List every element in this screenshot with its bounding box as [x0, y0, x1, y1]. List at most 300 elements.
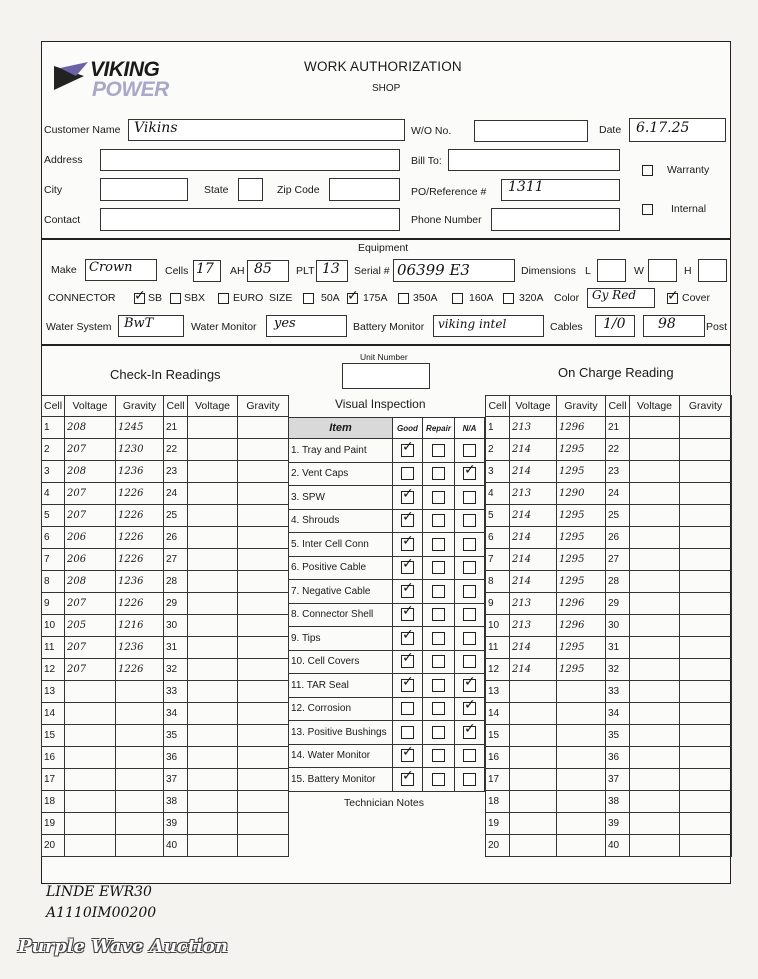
voltage-cell[interactable]: [188, 791, 238, 813]
euro-checkbox[interactable]: [218, 293, 229, 304]
voltage-cell[interactable]: [630, 791, 680, 813]
dimension-h-field[interactable]: [698, 259, 727, 282]
good-checkbox[interactable]: [401, 702, 414, 715]
gravity-cell[interactable]: 1295: [557, 659, 606, 681]
gravity-cell[interactable]: [557, 681, 606, 703]
50a-checkbox[interactable]: [303, 293, 314, 304]
gravity-cell[interactable]: 1296: [557, 417, 606, 439]
gravity-cell[interactable]: [680, 439, 732, 461]
gravity-cell[interactable]: 1295: [557, 571, 606, 593]
cell-number: 29: [164, 593, 188, 615]
voltage-cell[interactable]: [510, 681, 557, 703]
state-field[interactable]: [238, 178, 263, 201]
gravity-cell[interactable]: [238, 461, 289, 483]
na-checkbox[interactable]: [463, 697, 476, 715]
voltage-cell[interactable]: 207: [65, 637, 116, 659]
make-label: Make: [51, 264, 77, 276]
gravity-cell[interactable]: [680, 703, 732, 725]
voltage-cell[interactable]: 207: [65, 483, 116, 505]
check-mark-icon: ✓: [464, 673, 476, 690]
voltage-cell[interactable]: 214: [510, 461, 557, 483]
cell-number: 26: [164, 527, 188, 549]
gravity-cell[interactable]: [557, 769, 606, 791]
logo-text-power: POWER: [92, 78, 169, 101]
voltage-cell[interactable]: [630, 681, 680, 703]
cell-number: 32: [164, 659, 188, 681]
voltage-cell[interactable]: [630, 593, 680, 615]
inspection-row: [289, 509, 485, 533]
gravity-cell[interactable]: [238, 791, 289, 813]
repair-checkbox[interactable]: [432, 608, 445, 621]
gravity-cell[interactable]: [557, 747, 606, 769]
cell-number: 21: [164, 417, 188, 439]
repair-checkbox[interactable]: [432, 585, 445, 598]
check-mark-icon: ✓: [402, 626, 414, 643]
voltage-cell[interactable]: [65, 769, 116, 791]
table-row: [486, 791, 732, 813]
voltage-cell[interactable]: 214: [510, 659, 557, 681]
good-cell: [393, 486, 423, 510]
cover-checkbox[interactable]: [667, 288, 679, 304]
repair-checkbox[interactable]: [432, 749, 445, 762]
na-cell: [455, 556, 485, 580]
gravity-cell[interactable]: [238, 681, 289, 703]
gravity-cell[interactable]: [557, 703, 606, 725]
cell-number: 38: [606, 791, 630, 813]
na-checkbox[interactable]: [463, 462, 476, 480]
350a-checkbox[interactable]: [398, 293, 409, 304]
na-checkbox[interactable]: [463, 632, 476, 645]
dimension-l-field[interactable]: [597, 259, 626, 282]
gravity-cell[interactable]: [116, 835, 164, 857]
na-checkbox[interactable]: [463, 491, 476, 504]
voltage-cell[interactable]: [188, 703, 238, 725]
phone-number-field[interactable]: [491, 208, 620, 231]
repair-checkbox[interactable]: [432, 467, 445, 480]
voltage-cell[interactable]: 208: [65, 571, 116, 593]
gravity-cell[interactable]: [557, 791, 606, 813]
unit-number-field[interactable]: [342, 363, 430, 389]
form-subtitle: SHOP: [372, 83, 401, 94]
good-checkbox[interactable]: [401, 467, 414, 480]
voltage-cell[interactable]: [510, 835, 557, 857]
gravity-cell[interactable]: 1226: [116, 483, 164, 505]
good-checkbox[interactable]: [401, 650, 414, 668]
good-checkbox[interactable]: [401, 485, 414, 504]
gravity-cell[interactable]: 1230: [116, 439, 164, 461]
350a-label: 350A: [413, 292, 438, 304]
repair-checkbox[interactable]: [432, 773, 445, 786]
repair-checkbox[interactable]: [432, 514, 445, 527]
technician-notes-label: Technician Notes: [344, 797, 424, 809]
na-checkbox[interactable]: [463, 444, 476, 457]
bill-to-field[interactable]: [448, 149, 620, 171]
cell-number: 11: [42, 637, 65, 659]
voltage-cell[interactable]: 214: [510, 549, 557, 571]
na-checkbox[interactable]: [463, 538, 476, 551]
voltage-cell[interactable]: [510, 725, 557, 747]
voltage-cell[interactable]: [630, 659, 680, 681]
repair-cell: [423, 650, 455, 674]
gravity-cell[interactable]: [680, 417, 732, 439]
repair-checkbox[interactable]: [432, 491, 445, 504]
voltage-cell[interactable]: 213: [510, 593, 557, 615]
na-checkbox[interactable]: [463, 673, 476, 692]
cell-number: 4: [42, 483, 65, 505]
gravity-cell[interactable]: [680, 791, 732, 813]
gravity-cell[interactable]: [680, 659, 732, 681]
voltage-cell[interactable]: [188, 549, 238, 571]
serial-value: 06399 E3: [397, 261, 470, 279]
voltage-cell[interactable]: [630, 725, 680, 747]
cell-number: 36: [164, 747, 188, 769]
voltage-cell[interactable]: 207: [65, 659, 116, 681]
cell-number: 17: [486, 769, 510, 791]
voltage-cell[interactable]: 214: [510, 527, 557, 549]
voltage-cell[interactable]: [630, 527, 680, 549]
gravity-cell[interactable]: [238, 417, 289, 439]
gravity-cell[interactable]: [557, 725, 606, 747]
gravity-cell[interactable]: 1295: [557, 637, 606, 659]
voltage-cell[interactable]: [188, 725, 238, 747]
voltage-cell[interactable]: [510, 703, 557, 725]
inspection-item-label: 3. SPW: [289, 486, 393, 510]
good-checkbox[interactable]: [401, 509, 414, 527]
repair-cell: [423, 674, 455, 698]
work-authorization-form: [41, 41, 731, 884]
na-checkbox[interactable]: [463, 514, 476, 527]
gravity-cell[interactable]: [238, 483, 289, 505]
gravity-cell[interactable]: [680, 835, 732, 857]
gravity-cell[interactable]: [680, 637, 732, 659]
good-checkbox[interactable]: [401, 767, 414, 786]
address-label: Address: [44, 154, 83, 166]
na-checkbox[interactable]: [463, 720, 476, 739]
cell-number: 27: [164, 549, 188, 571]
address-field[interactable]: [100, 149, 400, 171]
sbx-checkbox[interactable]: [170, 293, 181, 304]
warranty-checkbox[interactable]: [642, 165, 653, 176]
table-row: [42, 659, 289, 681]
table-row: [42, 725, 289, 747]
voltage-cell[interactable]: [630, 505, 680, 527]
voltage-cell[interactable]: [188, 593, 238, 615]
voltage-cell[interactable]: [188, 681, 238, 703]
voltage-cell[interactable]: 207: [65, 505, 116, 527]
inspection-row: [289, 603, 485, 627]
gravity-cell[interactable]: [680, 505, 732, 527]
gravity-cell[interactable]: 1236: [116, 571, 164, 593]
good-checkbox[interactable]: [401, 673, 414, 692]
gravity-cell[interactable]: [116, 725, 164, 747]
internal-checkbox[interactable]: [642, 204, 653, 215]
gravity-cell[interactable]: [116, 791, 164, 813]
column-header: Cell: [164, 396, 188, 417]
voltage-cell[interactable]: [188, 505, 238, 527]
voltage-cell[interactable]: [630, 703, 680, 725]
voltage-cell[interactable]: [188, 461, 238, 483]
visual-inspection-table: [288, 417, 485, 792]
voltage-cell[interactable]: [188, 571, 238, 593]
repair-checkbox[interactable]: [432, 655, 445, 668]
160a-checkbox[interactable]: [452, 293, 463, 304]
gravity-cell[interactable]: 1236: [116, 461, 164, 483]
good-cell: [393, 650, 423, 674]
repair-checkbox[interactable]: [432, 679, 445, 692]
voltage-cell[interactable]: [510, 813, 557, 835]
voltage-cell[interactable]: 208: [65, 417, 116, 439]
good-checkbox[interactable]: [401, 532, 414, 551]
voltage-cell[interactable]: [630, 637, 680, 659]
good-cell: [393, 462, 423, 486]
voltage-cell[interactable]: [510, 791, 557, 813]
repair-checkbox[interactable]: [432, 561, 445, 574]
inspection-item-label: 14. Water Monitor: [289, 744, 393, 768]
gravity-cell[interactable]: [680, 615, 732, 637]
gravity-cell[interactable]: 1295: [557, 549, 606, 571]
gravity-cell[interactable]: 1296: [557, 615, 606, 637]
gravity-cell[interactable]: 1295: [557, 505, 606, 527]
voltage-cell[interactable]: [630, 483, 680, 505]
na-checkbox[interactable]: [463, 608, 476, 621]
voltage-cell[interactable]: [188, 813, 238, 835]
table-row: [42, 813, 289, 835]
voltage-cell[interactable]: 206: [65, 527, 116, 549]
voltage-cell[interactable]: [65, 681, 116, 703]
gravity-cell[interactable]: [238, 505, 289, 527]
good-checkbox[interactable]: [401, 726, 414, 739]
cables-value: 1/0: [603, 316, 626, 332]
table-row: [486, 483, 732, 505]
voltage-cell[interactable]: [188, 483, 238, 505]
voltage-cell[interactable]: [510, 769, 557, 791]
city-field[interactable]: [100, 178, 188, 201]
repair-checkbox[interactable]: [432, 702, 445, 715]
gravity-cell[interactable]: 1296: [557, 593, 606, 615]
gravity-cell[interactable]: [238, 813, 289, 835]
gravity-cell[interactable]: [680, 769, 732, 791]
gravity-cell[interactable]: 1226: [116, 593, 164, 615]
voltage-cell[interactable]: 213: [510, 615, 557, 637]
gravity-cell[interactable]: 1226: [116, 549, 164, 571]
table-row: [486, 681, 732, 703]
voltage-cell[interactable]: [188, 835, 238, 857]
gravity-cell[interactable]: 1226: [116, 527, 164, 549]
repair-checkbox[interactable]: [432, 538, 445, 551]
voltage-cell[interactable]: [188, 659, 238, 681]
gravity-cell[interactable]: [238, 637, 289, 659]
good-checkbox[interactable]: [401, 603, 414, 621]
voltage-cell[interactable]: 214: [510, 505, 557, 527]
voltage-cell[interactable]: [188, 747, 238, 769]
cell-number: 40: [164, 835, 188, 857]
gravity-cell[interactable]: [680, 813, 732, 835]
voltage-cell[interactable]: [188, 769, 238, 791]
gravity-cell[interactable]: [680, 461, 732, 483]
gravity-cell[interactable]: [557, 813, 606, 835]
check-mark-icon: ✓: [402, 509, 414, 526]
column-header: Cell: [42, 396, 65, 417]
voltage-cell[interactable]: [630, 549, 680, 571]
gravity-cell[interactable]: 1295: [557, 461, 606, 483]
cell-number: 17: [42, 769, 65, 791]
gravity-cell[interactable]: 1290: [557, 483, 606, 505]
na-checkbox[interactable]: [463, 749, 476, 762]
voltage-cell[interactable]: 207: [65, 439, 116, 461]
gravity-cell[interactable]: [238, 593, 289, 615]
voltage-cell[interactable]: [510, 747, 557, 769]
gravity-cell[interactable]: [680, 725, 732, 747]
cell-number: 24: [164, 483, 188, 505]
repair-cell: [423, 486, 455, 510]
gravity-cell[interactable]: [116, 703, 164, 725]
na-checkbox[interactable]: [463, 561, 476, 574]
voltage-cell[interactable]: 214: [510, 571, 557, 593]
table-row: [42, 571, 289, 593]
voltage-cell[interactable]: [65, 791, 116, 813]
voltage-cell[interactable]: 214: [510, 439, 557, 461]
voltage-cell[interactable]: [65, 725, 116, 747]
gravity-cell[interactable]: [680, 571, 732, 593]
gravity-cell[interactable]: 1226: [116, 505, 164, 527]
cell-number: 30: [164, 615, 188, 637]
320a-checkbox[interactable]: [503, 293, 514, 304]
gravity-cell[interactable]: 1295: [557, 439, 606, 461]
voltage-cell[interactable]: 208: [65, 461, 116, 483]
cell-number: 33: [606, 681, 630, 703]
sb-checkbox[interactable]: [134, 288, 146, 304]
gravity-cell[interactable]: [238, 725, 289, 747]
voltage-cell[interactable]: [630, 571, 680, 593]
na-checkbox[interactable]: [463, 585, 476, 598]
repair-checkbox[interactable]: [432, 726, 445, 739]
watermark: Purple Wave Auction: [18, 936, 228, 957]
gravity-cell[interactable]: 1216: [116, 615, 164, 637]
gravity-cell[interactable]: 1245: [116, 417, 164, 439]
na-checkbox[interactable]: [463, 773, 476, 786]
gravity-cell[interactable]: 1236: [116, 637, 164, 659]
gravity-cell[interactable]: [238, 835, 289, 857]
voltage-cell[interactable]: 213: [510, 483, 557, 505]
cell-number: 2: [486, 439, 510, 461]
voltage-cell[interactable]: [65, 703, 116, 725]
voltage-cell[interactable]: [630, 769, 680, 791]
good-checkbox[interactable]: [401, 744, 414, 762]
voltage-cell[interactable]: [630, 747, 680, 769]
cell-number: 15: [42, 725, 65, 747]
175a-checkbox[interactable]: [347, 288, 359, 304]
na-cell: [455, 650, 485, 674]
table-row: [486, 659, 732, 681]
voltage-cell[interactable]: [188, 439, 238, 461]
voltage-cell[interactable]: [630, 813, 680, 835]
voltage-cell[interactable]: [188, 637, 238, 659]
gravity-cell[interactable]: [680, 483, 732, 505]
good-cell: [393, 721, 423, 745]
gravity-cell[interactable]: [238, 527, 289, 549]
good-checkbox[interactable]: [401, 556, 414, 574]
voltage-cell[interactable]: 206: [65, 549, 116, 571]
table-row: [486, 835, 732, 857]
160a-label: 160A: [469, 292, 494, 304]
voltage-cell[interactable]: 207: [65, 593, 116, 615]
cell-number: 18: [486, 791, 510, 813]
gravity-cell[interactable]: [680, 747, 732, 769]
good-checkbox[interactable]: [401, 579, 414, 598]
voltage-cell[interactable]: [188, 615, 238, 637]
voltage-cell[interactable]: 205: [65, 615, 116, 637]
voltage-cell[interactable]: 213: [510, 417, 557, 439]
cell-number: 34: [164, 703, 188, 725]
voltage-cell[interactable]: [65, 835, 116, 857]
voltage-cell[interactable]: [630, 439, 680, 461]
gravity-cell[interactable]: [680, 593, 732, 615]
voltage-cell[interactable]: [65, 747, 116, 769]
check-mark-icon: ✓: [402, 673, 414, 690]
good-cell: [393, 439, 423, 463]
gravity-cell[interactable]: 1295: [557, 527, 606, 549]
gravity-cell[interactable]: [238, 439, 289, 461]
repair-checkbox[interactable]: [432, 444, 445, 457]
gravity-cell[interactable]: [116, 681, 164, 703]
gravity-cell[interactable]: [116, 813, 164, 835]
cell-number: 10: [486, 615, 510, 637]
gravity-cell[interactable]: [680, 527, 732, 549]
gravity-cell[interactable]: [680, 549, 732, 571]
voltage-cell[interactable]: [188, 527, 238, 549]
gravity-cell[interactable]: [680, 681, 732, 703]
gravity-cell[interactable]: [238, 769, 289, 791]
voltage-cell[interactable]: [630, 835, 680, 857]
on-charge-readings-table: [485, 395, 732, 857]
voltage-cell[interactable]: [630, 615, 680, 637]
gravity-cell[interactable]: [238, 615, 289, 637]
voltage-cell[interactable]: [65, 813, 116, 835]
check-mark-icon: ✓: [464, 462, 476, 479]
voltage-cell[interactable]: 214: [510, 637, 557, 659]
gravity-cell[interactable]: [238, 703, 289, 725]
gravity-cell[interactable]: [238, 571, 289, 593]
gravity-cell[interactable]: [238, 747, 289, 769]
voltage-cell[interactable]: [630, 461, 680, 483]
table-row: [42, 549, 289, 571]
wo-number-field[interactable]: [474, 120, 588, 142]
gravity-cell[interactable]: [116, 769, 164, 791]
na-checkbox[interactable]: [463, 655, 476, 668]
voltage-cell[interactable]: [630, 417, 680, 439]
cell-number: 22: [164, 439, 188, 461]
contact-field[interactable]: [100, 208, 400, 231]
gravity-cell[interactable]: [238, 549, 289, 571]
repair-checkbox[interactable]: [432, 632, 445, 645]
gravity-cell[interactable]: [557, 835, 606, 857]
column-header: Voltage: [630, 396, 680, 417]
table-row: [42, 615, 289, 637]
dimension-w-field[interactable]: [648, 259, 677, 282]
gravity-cell[interactable]: 1226: [116, 659, 164, 681]
zip-code-field[interactable]: [329, 178, 400, 201]
plt-label: PLT: [296, 265, 315, 277]
gravity-cell[interactable]: [238, 659, 289, 681]
good-checkbox[interactable]: [401, 626, 414, 645]
cell-number: 16: [42, 747, 65, 769]
gravity-cell[interactable]: [116, 747, 164, 769]
table-row: [486, 505, 732, 527]
voltage-cell[interactable]: [188, 417, 238, 439]
good-checkbox[interactable]: [401, 438, 414, 457]
customer-name-label: Customer Name: [44, 124, 121, 136]
good-cell: [393, 603, 423, 627]
